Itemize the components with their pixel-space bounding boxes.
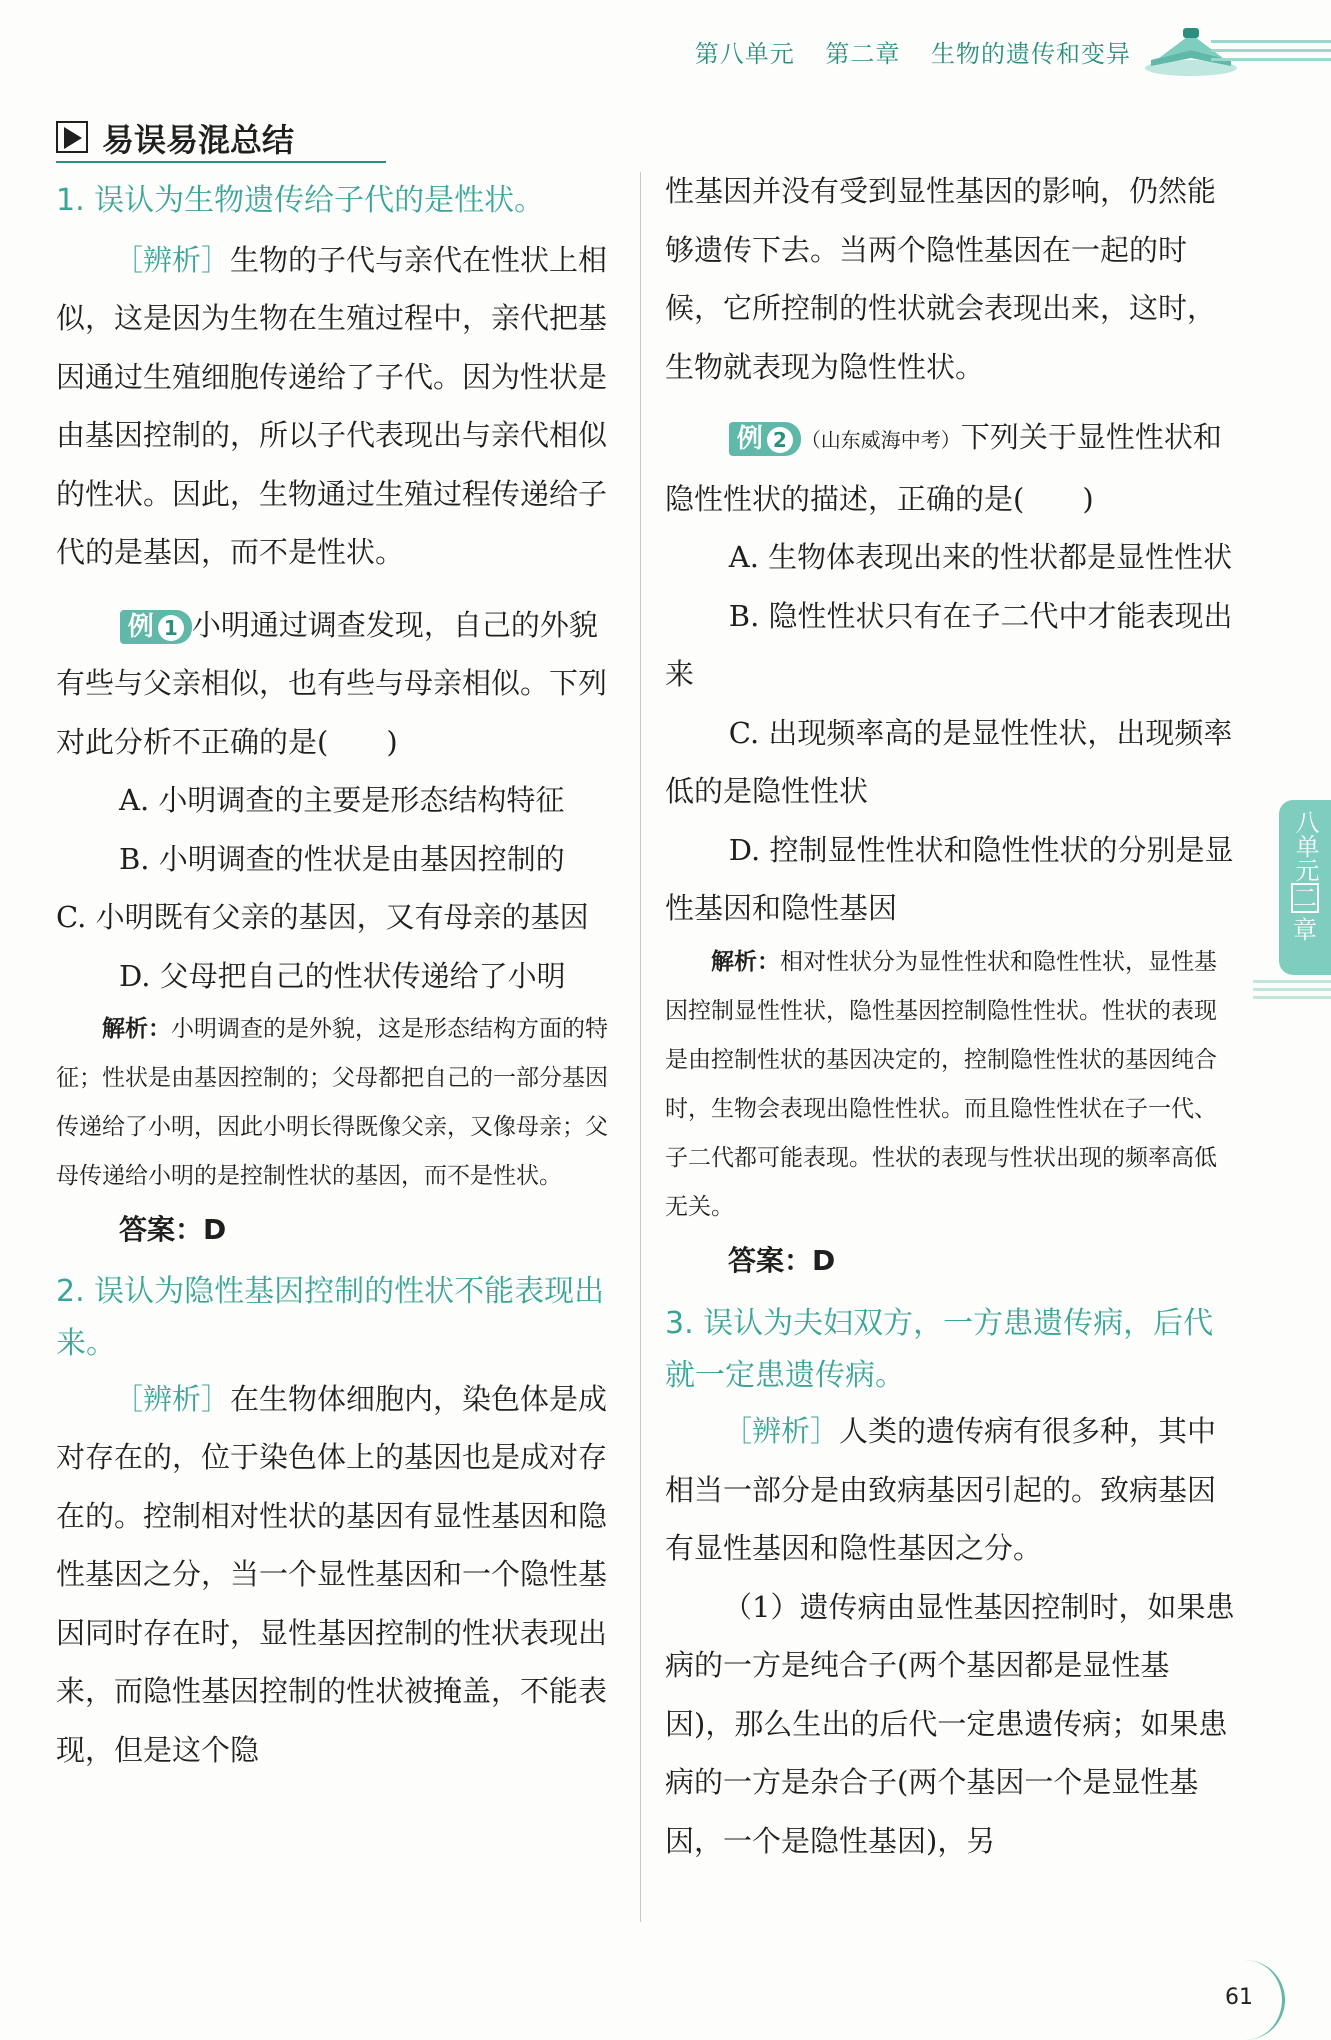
example2-analysis: 解析：相对性状分为显性性状和隐性性状，显性基因控制显性性状，隐性基因控制隐性性状。性状的表现是由控制性状的基因决定的，控制隐性性状的基因纯合时，生物会表现出隐性性状。而且隐性性状在子一代、子二代都可能表现。性状的表现与性状出现的频率高低无关。 xyxy=(665,948,1217,1220)
item3-title: 3. 误认为夫妇双方，一方患遗传病，后代就一定患遗传病。 xyxy=(665,1306,1214,1393)
example2-option-b: B. 隐性性状只有在子二代中才能表现出来 xyxy=(665,598,1233,691)
unit-label: 第八单元 xyxy=(694,40,795,68)
page-header xyxy=(0,0,1331,90)
play-icon xyxy=(56,121,88,153)
example1-option-a: A. 小明调查的主要是形态结构特征 xyxy=(119,783,565,817)
bracket-label: ［辨析］ xyxy=(114,242,231,277)
example1-option-d: D. 父母把自己的性状传递给了小明 xyxy=(119,958,566,993)
left-column xyxy=(56,172,626,1779)
example1-analysis: 解析：小明调查的是外貌，这是形态结构方面的特征；性状是由基因控制的；父母都把自己的一部分基因传递给了小明，因此小明长得既像父亲，又像母亲；父母传递给小明的是控制性状的基因，而不是性状。 xyxy=(56,1016,608,1189)
example2-source: （山东威海中考） xyxy=(800,428,961,452)
example-badge: 例 1 xyxy=(120,610,192,644)
example-badge: 例 2 xyxy=(729,422,801,456)
header-decoration xyxy=(1211,40,1331,80)
chapter-title: 生物的遗传和变异 xyxy=(931,40,1131,68)
example2-answer: 答案：D xyxy=(728,1243,836,1277)
section-title-text: 易误易混总结 xyxy=(102,121,295,159)
item3-body: ［辨析］人类的遗传病有很多种，其中相当一部分是由致病基因引起的。致病基因有显性基因和隐性基因之分。 xyxy=(665,1414,1217,1565)
side-decoration xyxy=(1253,980,1331,1004)
side-tab-chapter-num: 二 xyxy=(1293,884,1317,912)
item1-body xyxy=(56,231,626,582)
running-title xyxy=(695,34,1131,69)
example2-question: 例 2 （山东威海中考）下列关于显性性状和隐性性状的描述，正确的是( ) xyxy=(665,420,1222,516)
item3-point1: （1）遗传病由显性基因控制时，如果患病的一方是纯合子(两个基因都是显性基因)，那么生出的后代一定患遗传病；如果患病的一方是杂合子(两个基因一个是显性基因，一个是隐性基因)，另 xyxy=(665,1589,1235,1858)
item1-text: 生物的子代与亲代在性状上相似，这是因为生物在生殖过程中，亲代把基因通过生殖细胞传递给了子代。因为性状是由基因控制的，所以子代表现出与亲代相似的性状。因此，生物通过生殖过程传递给子代的是基因，而不是性状。 xyxy=(56,242,608,569)
example1-question xyxy=(56,596,626,772)
section-title xyxy=(56,115,386,163)
chapter-side-tab xyxy=(1279,800,1331,975)
right-column xyxy=(665,162,1235,1870)
bracket-label: ［辨析］ xyxy=(114,1381,231,1416)
example1-answer: 答案：D xyxy=(119,1213,227,1246)
example1-option-c: C. 小明既有父亲的基因，又有母亲的基因 xyxy=(56,900,589,934)
side-tab-unit: 八单元 xyxy=(1291,810,1319,882)
example1-option-b: B. 小明调查的性状是由基因控制的 xyxy=(119,841,565,876)
item2-body-left: ［辨析］在生物体细胞内，染色体是成对存在的，位于染色体上的基因也是成对存在的。控制相对性状的基因有显性基因和隐性基因之分，当一个显性基因和一个隐性基因同时存在时，显性基因控制的性状表现出来，而隐性基因控制的性状被掩盖，不能表现，但是这个隐 xyxy=(56,1381,608,1767)
item1-title: 1. 误认为生物遗传给子代的是性状。 xyxy=(56,183,545,218)
example2-option-a: A. 生物体表现出来的性状都是显性性状 xyxy=(728,540,1233,574)
item2-body-right: 性基因并没有受到显性基因的影响，仍然能够遗传下去。当两个隐性基因在一起的时候，它所控制的性状就会表现出来，这时，生物就表现为隐性性状。 xyxy=(665,174,1217,384)
chapter-label: 第二章 xyxy=(825,40,901,68)
column-divider xyxy=(640,172,641,1922)
page-number: 61 xyxy=(1225,1985,1253,2010)
example2-option-c: C. 出现频率高的是显性性状，出现频率低的是隐性性状 xyxy=(665,715,1233,808)
example1-text: 小明通过调查发现，自己的外貌有些与父亲相似，也有些与母亲相似。下列对此分析不正确的是( ) xyxy=(56,607,608,759)
side-tab-chapter: 章 xyxy=(1293,916,1317,944)
example2-option-d: D. 控制显性性状和隐性性状的分别是显性基因和隐性基因 xyxy=(665,832,1234,925)
item2-title: 2. 误认为隐性基因控制的性状不能表现出来。 xyxy=(56,1273,605,1361)
bracket-label: ［辨析］ xyxy=(723,1414,840,1448)
